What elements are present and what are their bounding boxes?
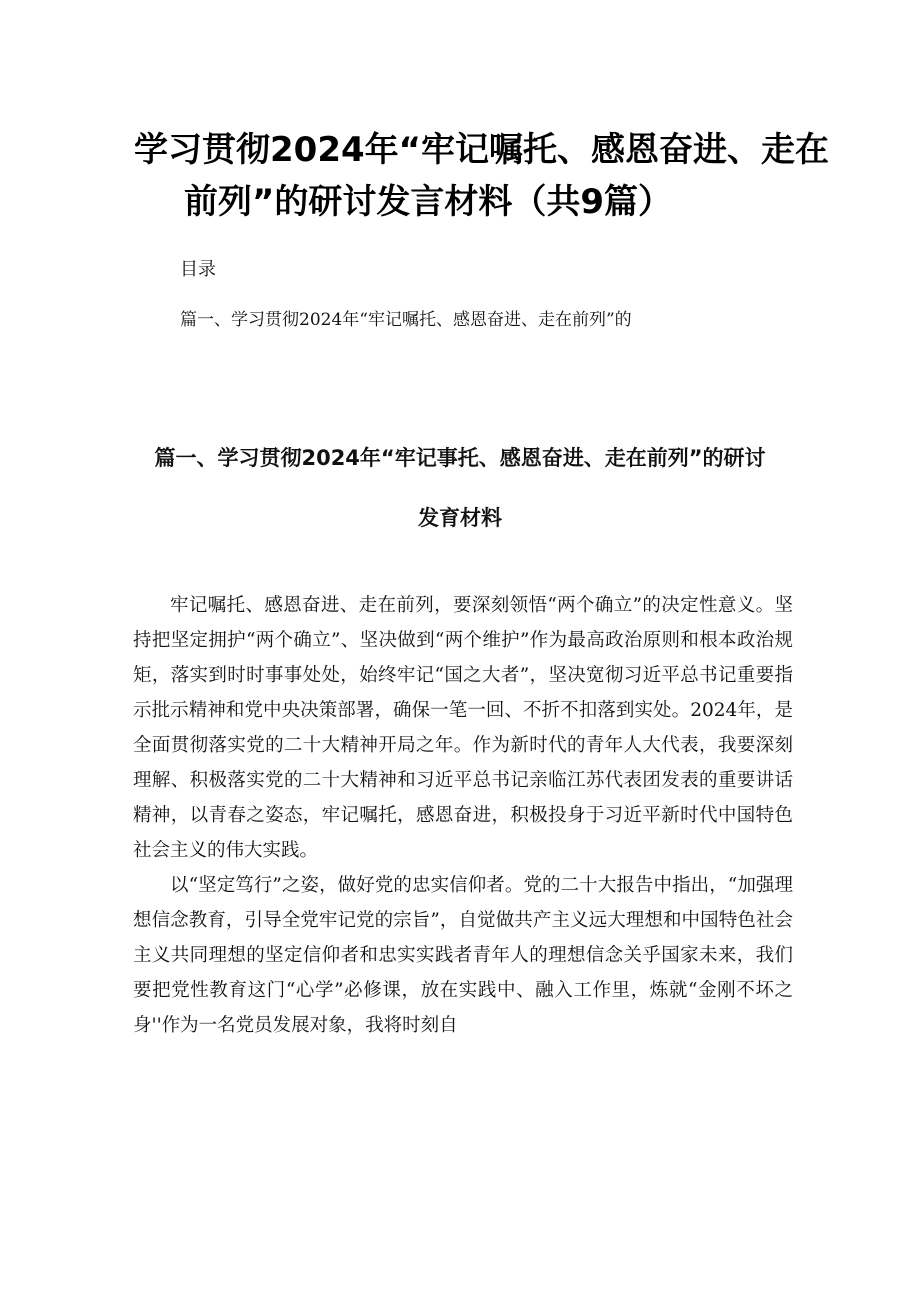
body-text: [133, 588, 793, 1043]
section-title: [100, 428, 820, 548]
body-paragraph: 牢记嘱托、感恩奋进、走在前列，要深刻领悟“两个确立”的决定性意义。坚持把坚定拥护“两个确立”、坚决做到“两个维护”作为最高政治原则和根本政治规矩，落实到时时事事处处，始终牢记“国之大者”，坚决宽彻习近平总书记重要指示批示精神和党中央决策部署，确保一笔一回、不折不扣落到实处。2024年，是全面贯彻落实党的二十大精神开局之年。作为新时代的青年人大代表，我要深刻理解、积极落实党的二十大精神和习近平总书记亲临江苏代表团发表的重要讲话精神，以青春之姿态，牢记嘱托，感恩奋进，积极投身于习近平新时代中国特色社会主义的伟大实践。: [133, 595, 793, 861]
document-title-line-1: 学习贯彻2024年“牢记嘱托、感恩奋进、走在: [134, 130, 829, 170]
toc-heading: 目录: [180, 259, 216, 280]
document-title: [120, 124, 829, 228]
body-paragraph: 以“坚定笃行”之姿，做好党的忠实信仰者。党的二十大报告中指出，“加强理想信念教育，引导全党牢记党的宗旨”，自觉做共产主义远大理想和中国特色社会主义共同理想的坚定信仰者和忠实实践者青年人的理想信念关乎国家未来，我们要把党性教育这门“心学”必修课，放在实践中、融入工作里，炼就“金刚不坏之身''作为一名党员发展对象，我将时刻自: [133, 875, 793, 1036]
section-title-line-2: 发育材料: [418, 506, 502, 530]
document-title-line-2: 前列”的研讨发言材料（共9篇）: [184, 182, 673, 222]
toc-item[interactable]: 篇一、学习贯彻2024年“牢记嘱托、感恩奋进、走在前列”的: [180, 310, 632, 330]
section-title-line-1: 篇一、学习贯彻2024年“牢记事托、感恩奋进、走在前列”的研讨: [154, 446, 766, 470]
